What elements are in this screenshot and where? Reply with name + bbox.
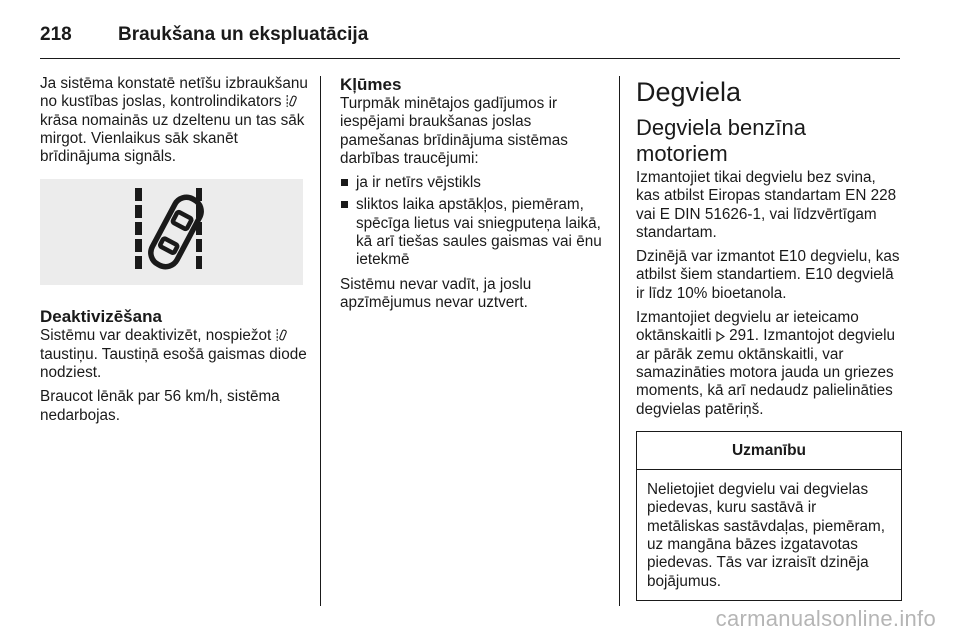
caution-text: Nelietojiet degvielu vai degvielas piedevas, kuru sastāvā ir metāliskas sastāvdaļas, piemēram, uz mangāna bāzes izgatavotas piedevas. Tās var izraisīt dzinēja bojājumus. xyxy=(647,481,886,590)
section-title: Degviela xyxy=(636,77,742,107)
page-number: 218 xyxy=(40,24,72,45)
faults-heading: Kļūmes xyxy=(340,75,402,94)
column-middle xyxy=(340,75,608,318)
column-right xyxy=(636,75,902,601)
list-item: sliktos laika apstākļos, piemēram, spēcīga lietus vai sniegputeņa laikā, kā arī tiešas saules gaismas vai ēnu ietekmē xyxy=(340,196,608,269)
faults-list xyxy=(340,174,608,269)
fuel-paragraph-1: Izmantojiet tikai degvielu bez svina, kas atbilst Eiropas standartam EN 228 vai E DIN 51626-1, vai līdzvērtīgam standartam. xyxy=(636,169,897,241)
caution-box xyxy=(636,431,902,601)
lane-departure-warning-icon xyxy=(40,179,303,285)
speed-note: Braucot lēnāk par 56 km/h, sistēma nedarbojas. xyxy=(40,388,280,424)
caution-title: Uzmanību xyxy=(637,432,901,470)
column-left xyxy=(40,75,310,431)
deactivation-text: Sistēmu var deaktivizēt, nospiežot taustiņu. Taustiņā esošā gaismas diode nodziest. xyxy=(40,327,307,382)
fuel-paragraph-2: Dzinējā var izmantot E10 degvielu, kas atbilst šiem standartiem. E10 degvielā ir līdz 10% bioetanola. xyxy=(636,248,900,302)
column-divider-2 xyxy=(619,76,620,606)
faults-intro: Turpmāk minētajos gadījumos ir iespējami braukšanas joslas pamešanas brīdinājuma sistēmas darbības traucējumi: xyxy=(340,95,568,167)
chapter-title: Braukšana un ekspluatācija xyxy=(118,24,369,45)
fuel-paragraph-3: Izmantojiet degvielu ar ieteicamo oktānskaitli 291. Izmantojot degvielu ar pārāk zemu oktānskaitli, var samazināties motora jauda un griezes moments, kā arī nedaudz palielināties degvielas patēriņš. xyxy=(636,309,896,418)
page-header xyxy=(40,20,368,50)
faults-closing: Sistēmu nevar vadīt, ja joslu apzīmējumus nevar uztvert. xyxy=(340,275,532,311)
lane-warning-intro: Ja sistēma konstatē netīšu izbraukšanu no kustības joslas, kontrolindikators krāsa nomainās uz dzeltenu un tas sāk mirgot. Vienlaikus sāk skanēt brīdinājuma signāls. xyxy=(40,75,308,166)
lane-departure-illustration xyxy=(40,179,303,285)
section-subtitle: Degviela benzīna motoriem xyxy=(636,115,807,166)
lane-departure-warning-icon xyxy=(286,94,298,108)
page-reference-arrow-icon xyxy=(716,331,725,342)
page-reference[interactable]: 291 xyxy=(729,327,755,345)
column-divider-1 xyxy=(320,76,321,606)
deactivation-heading: Deaktivizēšana xyxy=(40,307,162,327)
bullet-square-icon xyxy=(341,201,348,208)
bullet-square-icon xyxy=(341,179,348,186)
watermark: carmanualsonline.info xyxy=(715,606,936,631)
header-divider xyxy=(40,58,900,59)
list-item: ja ir netīrs vējstikls xyxy=(340,174,608,192)
lane-departure-warning-icon xyxy=(276,328,288,342)
